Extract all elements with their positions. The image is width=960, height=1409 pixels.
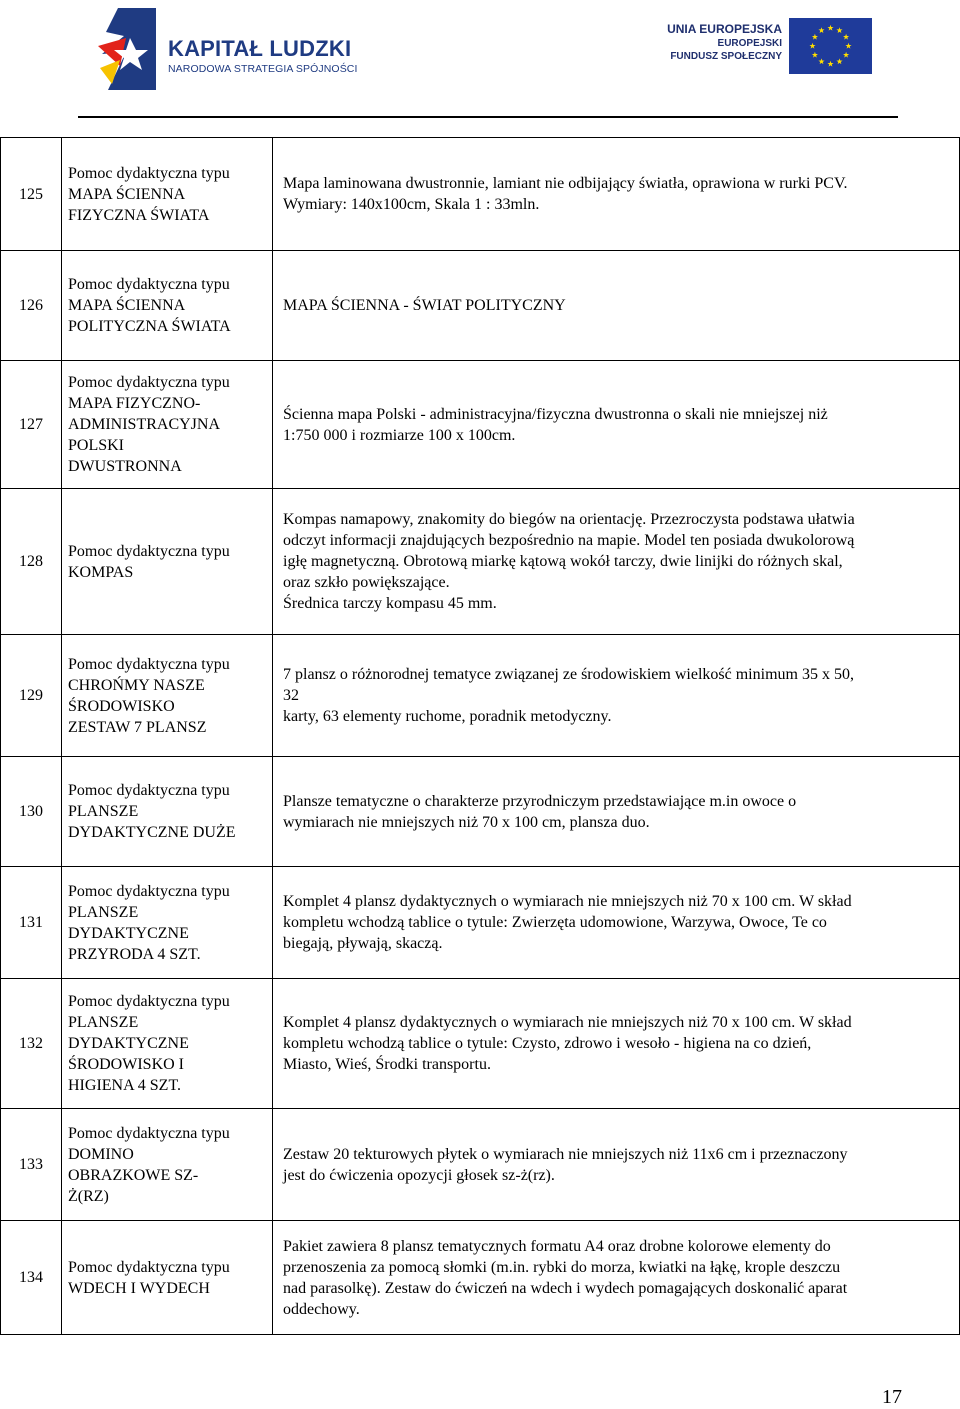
item-name-line: Pomoc dydaktyczna typu	[68, 882, 230, 900]
row-number: 130	[1, 757, 62, 867]
item-name-line: ZESTAW 7 PLANSZ	[68, 718, 207, 736]
row-item-name	[62, 1221, 273, 1335]
eu-logo-text	[660, 22, 782, 63]
row-number: 128	[1, 489, 62, 635]
item-description-line: kompletu wchodzą tablice o tytule: Czysto, zdrowo i wesoło - higiena na co dzień,	[283, 1035, 812, 1052]
table-row	[1, 489, 960, 635]
kapital-ludzki-emblem-icon	[96, 8, 162, 90]
row-item-description	[273, 757, 960, 867]
row-number: 129	[1, 635, 62, 757]
item-name-line: FIZYCZNA ŚWIATA	[68, 206, 210, 224]
row-item-description	[273, 489, 960, 635]
item-name-line: ADMINISTRACYJNA	[68, 416, 221, 433]
eu-line-3: FUNDUSZ SPOŁECZNY	[670, 51, 782, 62]
item-name-line: Pomoc dydaktyczna typu	[68, 993, 230, 1010]
item-name-line: Ż(RZ)	[68, 1187, 109, 1205]
item-name-line: Pomoc dydaktyczna typu	[68, 655, 230, 673]
row-item-description	[273, 979, 960, 1109]
table-row	[1, 867, 960, 979]
item-name-line: Pomoc dydaktyczna typu	[68, 374, 230, 391]
item-description-line: igłę magnetyczną. Obrotową miarkę kątową wokół tarczy, dwie linijki do różnych skal,	[283, 553, 843, 570]
item-name-line: DYDAKTYCZNE	[68, 924, 189, 942]
item-name-line: DYDAKTYCZNE	[68, 1035, 189, 1052]
row-item-name	[62, 361, 273, 489]
item-name-line: Pomoc dydaktyczna typu	[68, 542, 230, 560]
row-item-description	[273, 251, 960, 361]
row-item-description	[273, 867, 960, 979]
item-description-line: wymiarach nie mniejszych niż 70 x 100 cm, plansza duo.	[283, 813, 650, 831]
item-name-line: POLSKI	[68, 437, 125, 454]
row-item-name	[62, 867, 273, 979]
item-name-line: MAPA ŚCIENNA	[68, 297, 186, 314]
item-name-line: CHROŃMY NASZE	[68, 676, 205, 694]
item-name-line: ŚRODOWISKO I	[68, 1056, 184, 1073]
item-name-line: POLITYCZNA ŚWIATA	[68, 318, 231, 335]
item-name-line: DOMINO	[68, 1145, 134, 1163]
row-number: 132	[1, 979, 62, 1109]
products-table	[0, 137, 960, 1335]
row-item-name	[62, 979, 273, 1109]
eu-line-1: UNIA EUROPEJSKA	[667, 22, 782, 36]
row-item-description	[273, 1221, 960, 1335]
item-name-line: PLANSZE	[68, 803, 139, 820]
item-name-line: DYDAKTYCZNE DUŻE	[68, 824, 236, 841]
item-description-line: Komplet 4 plansz dydaktycznych o wymiarach nie mniejszych niż 70 x 100 cm. W skład	[283, 1014, 852, 1031]
item-description-line: 7 plansz o różnorodnej tematyce związanej ze środowiskiem wielkość minimum 35 x 50,	[283, 666, 854, 683]
row-item-name	[62, 757, 273, 867]
item-description-line: oraz szkło powiększające.	[283, 574, 450, 591]
item-name-line: Pomoc dydaktyczna typu	[68, 782, 230, 799]
item-description-line: biegają, pływają, skaczą.	[283, 935, 443, 952]
item-name-line: PRZYRODA 4 SZT.	[68, 945, 201, 963]
item-name-line: WDECH I WYDECH	[68, 1279, 210, 1297]
item-description-line: Kompas namapowy, znakomity do biegów na orientację. Przezroczysta podstawa ułatwia	[283, 511, 855, 528]
item-description-line: Mapa laminowana dwustronnie, lamiant nie odbijający światła, oprawiona w rurki PCV.	[283, 175, 848, 192]
table-row	[1, 1221, 960, 1335]
table-row	[1, 361, 960, 489]
item-description-line: Miasto, Wieś, Środki transportu.	[283, 1056, 491, 1073]
row-number: 126	[1, 251, 62, 361]
item-description-line: karty, 63 elementy ruchome, poradnik metodyczny.	[283, 708, 612, 725]
table-row	[1, 1109, 960, 1221]
table-row	[1, 251, 960, 361]
item-name-line: Pomoc dydaktyczna typu	[68, 164, 230, 182]
kapital-ludzki-subtitle: NARODOWA STRATEGIA SPÓJNOŚCI	[168, 63, 358, 75]
row-item-description	[273, 138, 960, 251]
item-description-line: Wymiary: 140x100cm, Skala 1 : 33mln.	[283, 196, 540, 213]
row-number: 127	[1, 361, 62, 489]
row-number: 125	[1, 138, 62, 251]
row-item-description	[273, 361, 960, 489]
item-description-line: kompletu wchodzą tablice o tytule: Zwierzęta udomowione, Warzywa, Owoce, Te co	[283, 914, 827, 931]
row-item-name	[62, 138, 273, 251]
eu-logo	[660, 18, 875, 78]
item-description-line: MAPA ŚCIENNA - ŚWIAT POLITYCZNY	[283, 297, 566, 314]
item-name-line: DWUSTRONNA	[68, 458, 182, 475]
item-description-line: jest do ćwiczenia opozycji głosek sz-ż(rz).	[283, 1166, 555, 1184]
row-item-name	[62, 635, 273, 757]
item-name-line: ŚRODOWISKO	[68, 697, 175, 715]
table-row	[1, 635, 960, 757]
table-row	[1, 138, 960, 251]
item-name-line: Pomoc dydaktyczna typu	[68, 1258, 230, 1276]
item-description-line: Komplet 4 plansz dydaktycznych o wymiarach nie mniejszych niż 70 x 100 cm. W skład	[283, 893, 852, 910]
table-row	[1, 757, 960, 867]
row-number: 133	[1, 1109, 62, 1221]
eu-line-2: EUROPEJSKI	[717, 38, 782, 49]
item-name-line: KOMPAS	[68, 563, 134, 581]
page-number: 17	[882, 1386, 902, 1408]
item-name-line: Pomoc dydaktyczna typu	[68, 1124, 230, 1142]
item-description-line: przenoszenia za pomocą słomki (m.in. rybki do morza, kwiatki na łąkę, krople deszczu	[283, 1258, 841, 1276]
kapital-ludzki-logo	[96, 8, 366, 90]
item-description-line: nad parasolkę). Zestaw do ćwiczeń na wdech i wydech pomagających doskonalić aparat	[283, 1279, 848, 1297]
row-item-name	[62, 489, 273, 635]
row-item-description	[273, 1109, 960, 1221]
item-name-line: HIGIENA 4 SZT.	[68, 1077, 182, 1094]
item-name-line: OBRAZKOWE SZ-	[68, 1166, 199, 1184]
row-item-name	[62, 1109, 273, 1221]
item-name-line: PLANSZE	[68, 1014, 139, 1031]
item-description-line: 1:750 000 i rozmiarze 100 x 100cm.	[283, 426, 516, 444]
item-description-line: Pakiet zawiera 8 plansz tematycznych formatu A4 oraz drobne kolorowe elementy do	[283, 1237, 831, 1255]
item-name-line: MAPA ŚCIENNA	[68, 185, 186, 203]
row-number: 131	[1, 867, 62, 979]
item-name-line: MAPA FIZYCZNO-	[68, 395, 201, 412]
row-item-name	[62, 251, 273, 361]
item-name-line: Pomoc dydaktyczna typu	[68, 276, 230, 293]
table-row	[1, 979, 960, 1109]
item-description-line: Ścienna mapa Polski - administracyjna/fizyczna dwustronna o skali nie mniejszej niż	[283, 405, 828, 423]
item-description-line: Średnica tarczy kompasu 45 mm.	[283, 595, 497, 612]
item-description-line: Plansze tematyczne o charakterze przyrodniczym przedstawiające m.in owoce o	[283, 792, 797, 810]
header-divider	[78, 116, 898, 118]
eu-flag-icon	[789, 18, 872, 74]
item-description-line: Zestaw 20 tekturowych płytek o wymiarach nie mniejszych niż 11x6 cm i przeznaczony	[283, 1145, 848, 1163]
item-description-line: 32	[283, 687, 299, 704]
item-description-line: oddechowy.	[283, 1300, 360, 1318]
page-header	[0, 0, 960, 120]
item-description-line: odczyt informacji znajdujących bezpośrednio na mapie. Model ten posiada dwukolorową	[283, 532, 855, 549]
item-name-line: PLANSZE	[68, 903, 139, 921]
row-item-description	[273, 635, 960, 757]
kapital-ludzki-title: KAPITAŁ LUDZKI	[168, 36, 352, 61]
row-number: 134	[1, 1221, 62, 1335]
